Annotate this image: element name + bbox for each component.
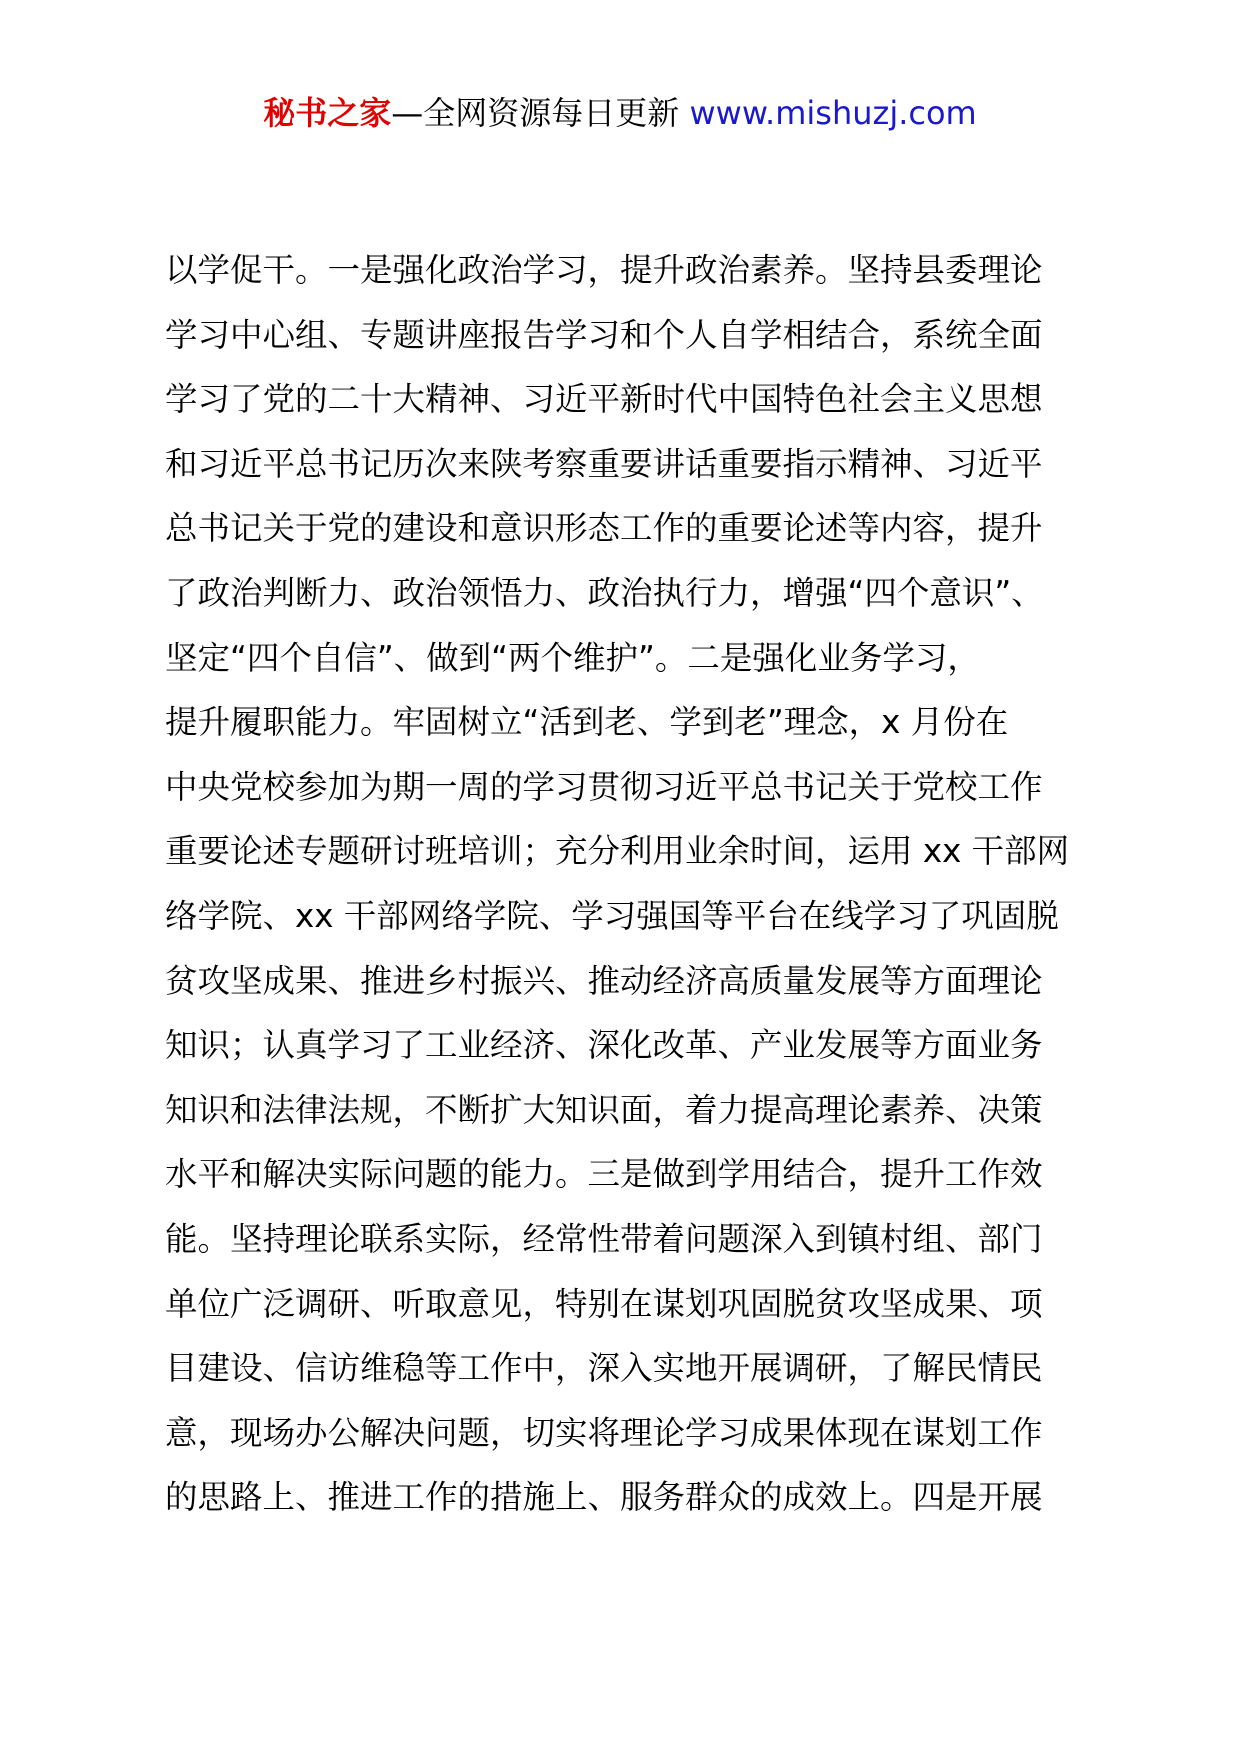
text-line: 知识和法律法规，不断扩大知识面，着力提高理论素养、决策 bbox=[165, 1090, 1043, 1129]
text-line: 坚定“四个自信”、做到“两个维护”。二是强化业务学习， bbox=[165, 638, 980, 677]
text-line: 总书记关于党的建设和意识形态工作的重要论述等内容，提升 bbox=[165, 509, 1043, 548]
document-body bbox=[165, 238, 1095, 1530]
text-line: 目建设、信访维稳等工作中，深入实地开展调研，了解民情民 bbox=[165, 1349, 1043, 1388]
page-header bbox=[0, 88, 1240, 138]
text-line: 以学促干。一是强化政治学习，提升政治素养。坚持县委理论 bbox=[165, 251, 1043, 289]
text-line: 学习了党的二十大精神、习近平新时代中国特色社会主义思想 bbox=[165, 380, 1043, 419]
text-line: 意，现场办公解决问题，切实将理论学习成果体现在谋划工作 bbox=[165, 1413, 1043, 1452]
text-line: 重要论述专题研讨班培训；充分利用业余时间，运用 xx 干部网 bbox=[165, 832, 1070, 871]
text-line: 了政治判断力、政治领悟力、政治执行力，增强“四个意识”、 bbox=[165, 573, 1044, 612]
text-line: 络学院、xx 干部网络学院、学习强国等平台在线学习了巩固脱 bbox=[165, 896, 1059, 935]
text-line: 水平和解决实际问题的能力。三是做到学用结合，提升工作效 bbox=[165, 1155, 1043, 1194]
text-line: 提升履职能力。牢固树立“活到老、学到老”理念，x 月份在 bbox=[165, 703, 1009, 742]
text-line: 贫攻坚成果、推进乡村振兴、推动经济高质量发展等方面理论 bbox=[165, 961, 1043, 1000]
text-line: 和习近平总书记历次来陕考察重要讲话重要指示精神、习近平 bbox=[165, 444, 1043, 483]
text-line: 单位广泛调研、听取意见，特别在谋划巩固脱贫攻坚成果、项 bbox=[165, 1284, 1043, 1323]
text-line: 中央党校参加为期一周的学习贯彻习近平总书记关于党校工作 bbox=[165, 767, 1043, 806]
site-url-link[interactable]: www.mishuzj.com bbox=[689, 94, 977, 132]
text-line: 的思路上、推进工作的措施上、服务群众的成效上。四是开展 bbox=[165, 1478, 1043, 1517]
site-brand: 秘书之家 bbox=[263, 94, 392, 132]
text-line: 能。坚持理论联系实际，经常性带着问题深入到镇村组、部门 bbox=[165, 1219, 1043, 1258]
text-line: 知识；认真学习了工业经济、深化改革、产业发展等方面业务 bbox=[165, 1026, 1043, 1065]
site-tagline: —全网资源每日更新 bbox=[391, 94, 680, 132]
text-line: 学习中心组、专题讲座报告学习和个人自学相结合，系统全面 bbox=[165, 315, 1043, 354]
